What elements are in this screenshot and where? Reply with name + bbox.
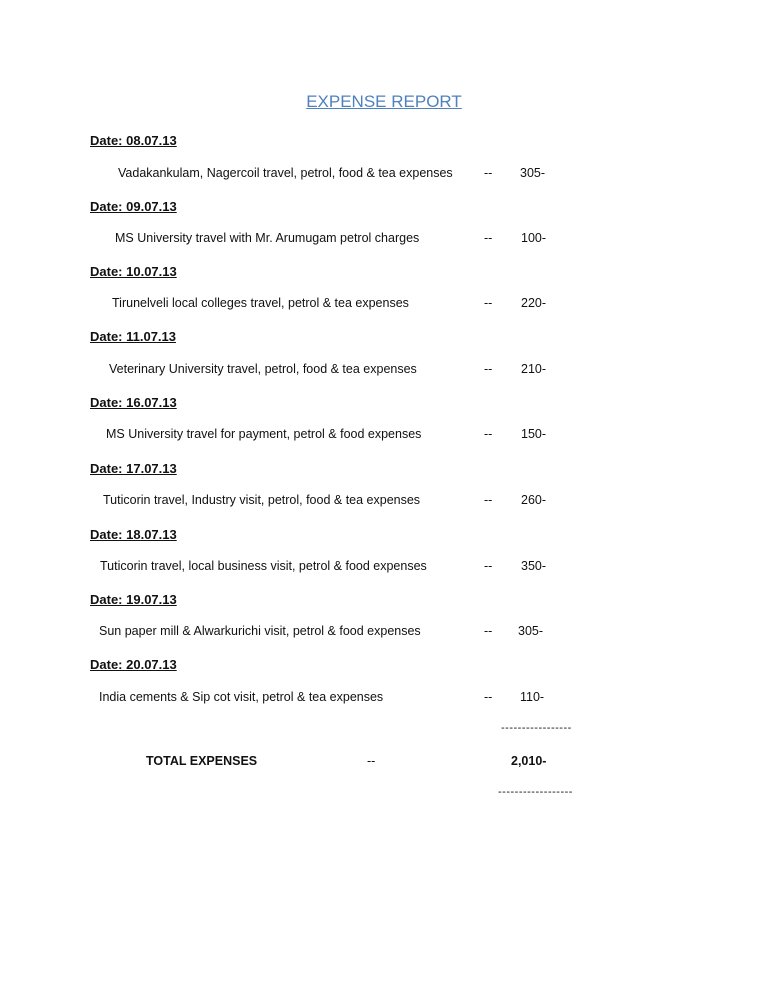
entry-separator: --: [484, 690, 493, 704]
entry-amount: 110-: [520, 690, 545, 704]
entry-date: Date: 11.07.13: [90, 329, 177, 344]
entry-separator: --: [484, 231, 493, 245]
entry-date: Date: 09.07.13: [90, 199, 177, 214]
entry-date: Date: 16.07.13: [90, 395, 177, 410]
entry-amount: 305-: [520, 166, 546, 180]
entry-description: Tirunelveli local colleges travel, petrol & tea expenses: [112, 296, 409, 310]
entry-description: India cements & Sip cot visit, petrol & tea expenses: [99, 690, 384, 704]
entry-separator: --: [484, 166, 493, 180]
report-title: EXPENSE REPORT: [306, 92, 462, 111]
entry-separator: --: [484, 427, 493, 441]
entry-description: Vadakankulam, Nagercoil travel, petrol, food & tea expenses: [118, 166, 453, 180]
entry-date: Date: 18.07.13: [90, 527, 177, 542]
entry-description: Tuticorin travel, Industry visit, petrol, food & tea expenses: [103, 493, 421, 507]
entry-amount: 210-: [521, 362, 547, 376]
entry-amount: 150-: [521, 427, 547, 441]
entry-amount: 260-: [521, 493, 547, 507]
total-rule: ------------------: [498, 786, 573, 798]
subtotal-rule: -----------------: [501, 722, 572, 734]
total-label: TOTAL EXPENSES: [146, 754, 258, 768]
total-amount: 2,010-: [511, 754, 547, 768]
entry-description: MS University travel with Mr. Arumugam petrol charges: [115, 231, 420, 245]
entry-date: Date: 19.07.13: [90, 592, 177, 607]
entry-separator: --: [484, 559, 493, 573]
entry-date: Date: 17.07.13: [90, 461, 177, 476]
entry-description: MS University travel for payment, petrol & food expenses: [106, 427, 422, 441]
entry-amount: 220-: [521, 296, 547, 310]
entry-date: Date: 10.07.13: [90, 264, 177, 279]
entry-amount: 100-: [521, 231, 547, 245]
entry-amount: 350-: [521, 559, 547, 573]
entry-description: Tuticorin travel, local business visit, petrol & food expenses: [100, 559, 427, 573]
total-separator: --: [367, 754, 376, 768]
entry-date: Date: 08.07.13: [90, 133, 177, 148]
entry-separator: --: [484, 624, 493, 638]
entry-separator: --: [484, 296, 493, 310]
entry-date: Date: 20.07.13: [90, 657, 177, 672]
entry-description: Veterinary University travel, petrol, food & tea expenses: [109, 362, 417, 376]
entry-description: Sun paper mill & Alwarkurichi visit, petrol & food expenses: [99, 624, 421, 638]
entry-separator: --: [484, 493, 493, 507]
entry-separator: --: [484, 362, 493, 376]
entry-amount: 305-: [518, 624, 544, 638]
